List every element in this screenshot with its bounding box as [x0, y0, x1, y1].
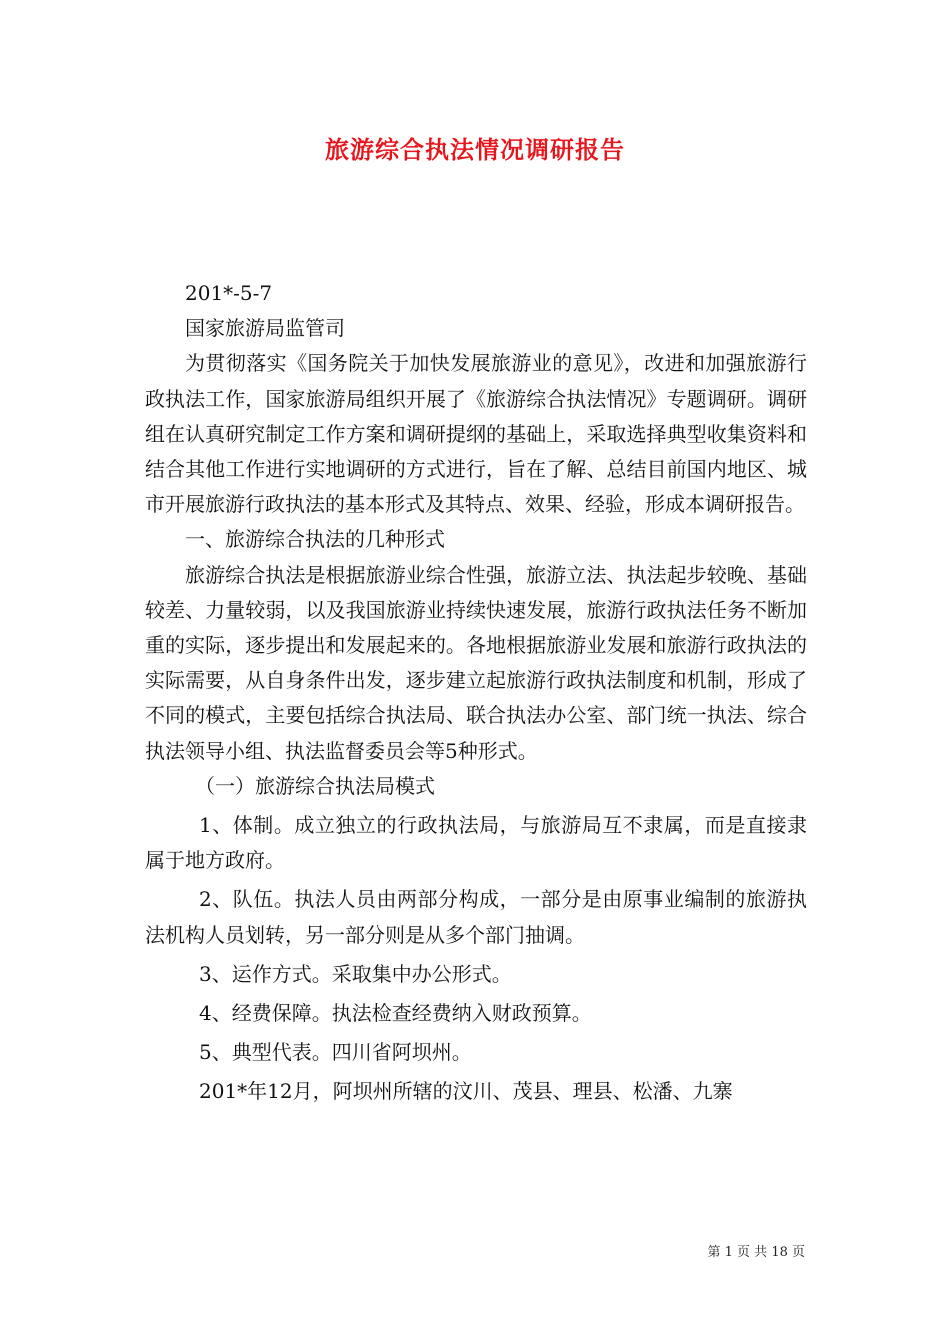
section-paragraph: 旅游综合执法是根据旅游业综合性强，旅游立法、执法起步较晚、基础较差、力量较弱，以及我国旅游业持续快速发展，旅游行政执法任务不断加重的实际，逐步提出和发展起来的。各地根据旅游业发展和旅游行政执法的实际需要，从自身条件出发，逐步建立起旅游行政执法制度和机制，形成了不同的模式，主要包括综合执法局、联合执法办公室、部门统一执法、综合执法领导小组、执法监督委员会等5种形式。 — [145, 562, 807, 763]
list-item: 5、典型代表。四川省阿坝州。 — [199, 1040, 472, 1065]
section-heading: 一、旅游综合执法的几种形式 — [185, 527, 445, 552]
page-footer — [0, 1241, 950, 1260]
list-item: 3、运作方式。采取集中办公形式。 — [199, 961, 512, 986]
document-author: 国家旅游局监管司 — [185, 316, 345, 341]
subsection-heading: （一）旅游综合执法局模式 — [195, 773, 435, 798]
list-item: 4、经费保障。执法检查经费纳入财政预算。 — [199, 1001, 592, 1026]
document-title: 旅游综合执法情况调研报告 — [325, 135, 625, 164]
document-body — [145, 276, 807, 1110]
list-item: 2、队伍。执法人员由两部分构成，一部分是由原事业编制的旅游执法机构人员划转，另一部分则是从多个部门抽调。 — [145, 887, 807, 947]
list-item: 201*年12月，阿坝州所辖的汶川、茂县、理县、松潘、九寨 — [199, 1079, 733, 1104]
document-date: 201*-5-7 — [185, 281, 273, 305]
list-item: 1、体制。成立独立的行政执法局，与旅游局互不隶属，而是直接隶属于地方政府。 — [145, 813, 807, 873]
intro-paragraph: 为贯彻落实《国务院关于加快发展旅游业的意见》，改进和加强旅游行政执法工作，国家旅游局组织开展了《旅游综合执法情况》专题调研。调研组在认真研究制定工作方案和调研提纲的基础上，采取选择典型收集资料和结合其他工作进行实地调研的方式进行，旨在了解、总结目前国内地区、城市开展旅游行政执法的基本形式及其特点、效果、经验，形成本调研报告。 — [145, 351, 807, 517]
page-number: 第 1 页 共 18 页 — [707, 1245, 805, 1260]
